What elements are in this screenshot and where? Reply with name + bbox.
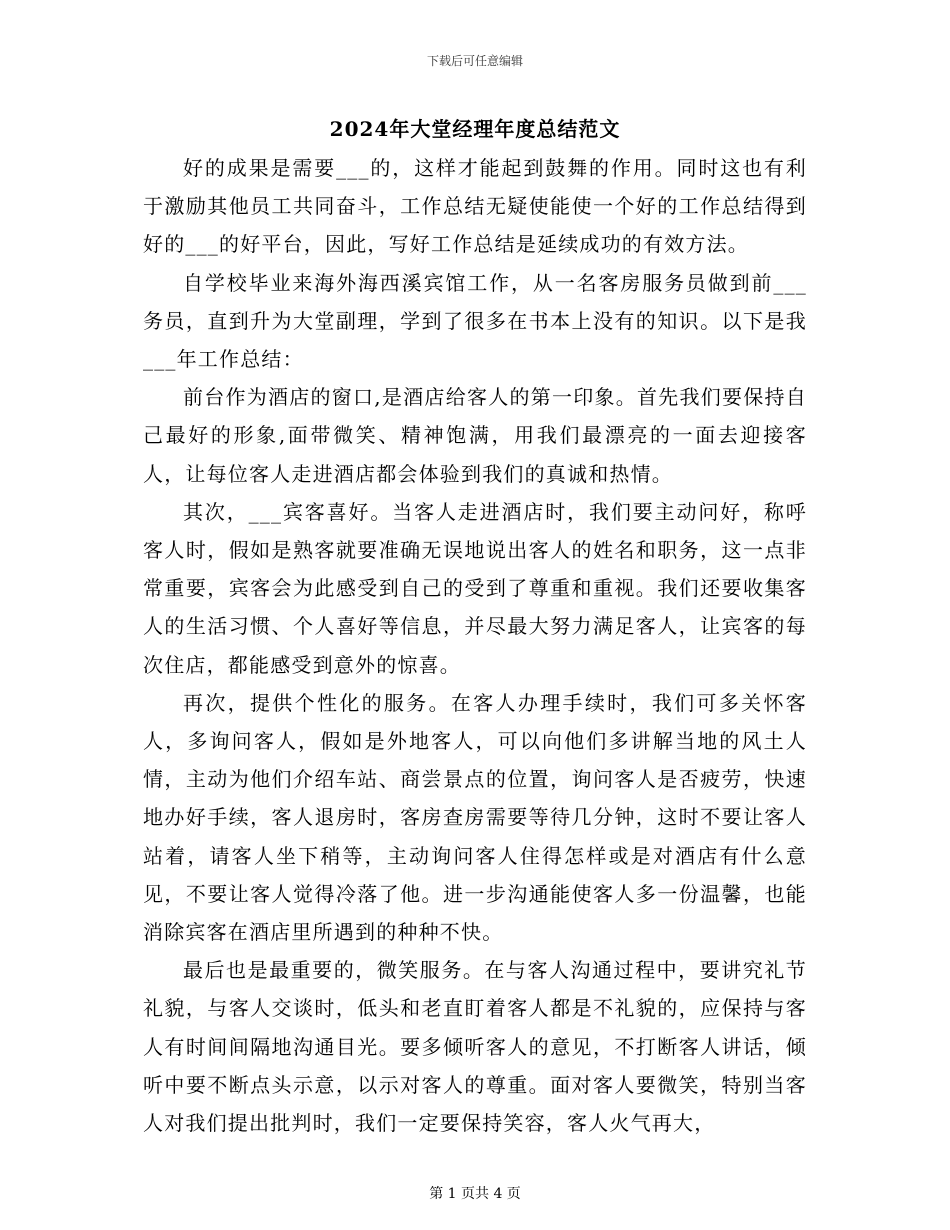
- paragraph: 前台作为酒店的窗口,是酒店给客人的第一印象。首先我们要保持自己最好的形象,面带微笑、精神饱满，用我们最漂亮的一面去迎接客人，让每位客人走进酒店都会体验到我们的真诚和热情。: [143, 385, 807, 486]
- paragraph: 自学校毕业来海外海西溪宾馆工作，从一名客房服务员做到前___务员，直到升为大堂副理，学到了很多在书本上没有的知识。以下是我___年工作总结：: [143, 270, 807, 372]
- paragraph: 好的成果是需要___的，这样才能起到鼓舞的作用。同时这也有利于激励其他员工共同奋斗，工作总结无疑使能使一个好的工作总结得到好的___的好平台，因此，写好工作总结是延续成功的有效方法。: [143, 156, 807, 257]
- page-header: 下载后可任意编辑: [426, 54, 523, 68]
- paragraph: 最后也是最重要的，微笑服务。在与客人沟通过程中，要讲究礼节礼貌，与客人交谈时，低头和老直盯着客人都是不礼貌的，应保持与客人有时间间隔地沟通目光。要多倾听客人的意见，不打断客人讲话，倾听中要不断点头示意，以示对客人的尊重。面对客人要微笑，特别当客人对我们提出批判时，我们一定要保持笑容，客人火气再大，: [143, 958, 807, 1136]
- paragraph: 其次，___宾客喜好。当客人走进酒店时，我们要主动问好，称呼客人时，假如是熟客就要准确无误地说出客人的姓名和职务，这一点非常重要，宾客会为此感受到自己的受到了尊重和重视。我们还要收集客人的生活习惯、个人喜好等信息，并尽最大努力满足客人，让宾客的每次住店，都能感受到意外的惊喜。: [143, 499, 807, 677]
- paragraph: 再次，提供个性化的服务。在客人办理手续时，我们可多关怀客人，多询问客人，假如是外地客人，可以向他们多讲解当地的风土人情，主动为他们介绍车站、商尝景点的位置，询问客人是否疲劳，快速地办好手续，客人退房时，客房查房需要等待几分钟，这时不要让客人站着，请客人坐下稍等，主动询问客人住得怎样或是对酒店有什么意见，不要让客人觉得冷落了他。进一步沟通能使客人多一份温馨，也能消除宾客在酒店里所遇到的种种不快。: [143, 690, 807, 945]
- document-body: [143, 149, 807, 1142]
- document-title: 2024年大堂经理年度总结范文: [329, 117, 621, 141]
- page-footer: 第 1 页共 4 页: [429, 1186, 521, 1202]
